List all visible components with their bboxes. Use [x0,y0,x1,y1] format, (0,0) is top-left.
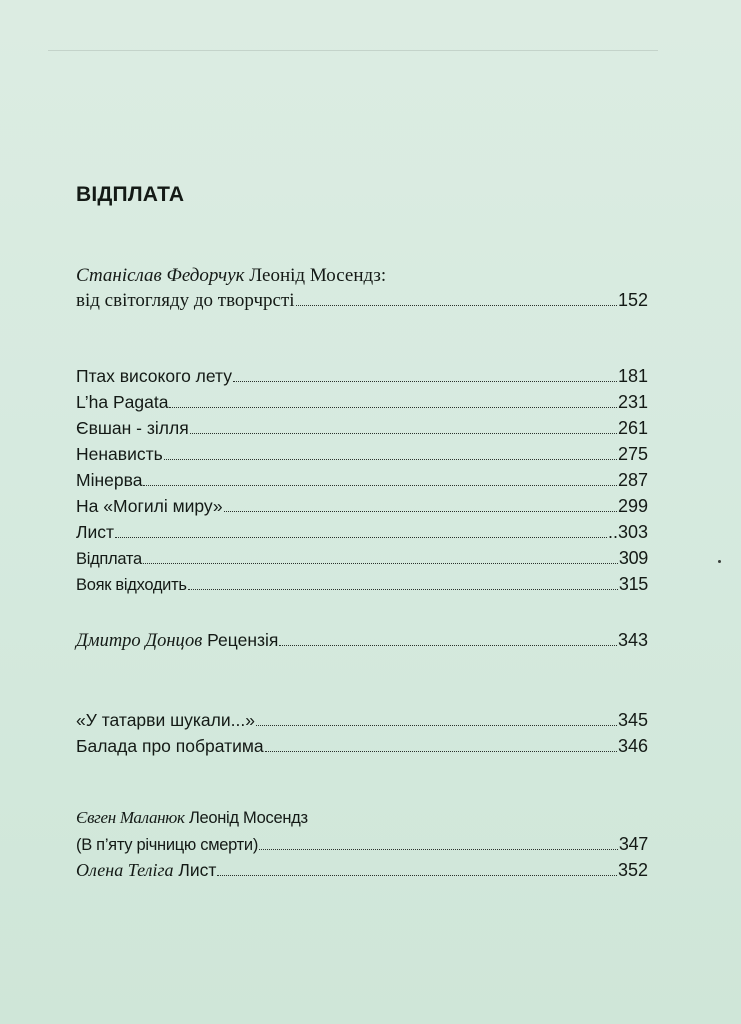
entry-title: Леонід Мосендз: [249,265,387,286]
dot-leader [164,459,617,460]
page-number: 347 [618,834,648,854]
entry-title: Балада про побратима [76,736,264,756]
toc-entry-fedorchuk [76,290,648,316]
page-number: 261 [617,418,648,438]
page-number: 309 [618,548,648,568]
page-number: ..303 [607,522,648,542]
entry-author: Олена Теліга [76,860,174,880]
entry-title: На «Могилі миру» [76,496,223,516]
entry-title: Мінерва [76,470,143,490]
entry-author: Євген Маланюк [76,808,185,827]
dot-leader [188,589,618,590]
page-number: 299 [617,496,648,516]
entry-title: Птах високого лету [76,366,232,386]
entry-title: Вояк відходить [76,576,187,594]
page-number: 287 [617,470,648,490]
page-number: 345 [617,710,648,730]
entry-title: Ненависть [76,444,163,464]
page-number: 152 [617,290,648,310]
dot-leader [143,485,617,486]
entry-title: Євшан - зілля [76,418,189,438]
toc-entry [76,366,648,392]
toc-entry [76,418,648,444]
toc-entry [76,444,648,470]
entry-title: Лист [76,522,115,542]
dot-leader [224,511,617,512]
entry-title: Відплата [76,550,142,568]
toc-entry [76,496,648,522]
entry-author: Станіслав Федорчук [76,265,245,286]
dot-leader [143,563,618,564]
entry-subtitle: (В п’яту річницю смерти) [76,836,259,854]
entry-author: Дмитро Донцов [76,631,203,651]
toc-entry-teliha [76,860,648,886]
toc-entry [76,548,648,574]
paper-speck [718,560,721,563]
page-number: 343 [617,630,648,650]
toc-entry [76,710,648,736]
section-heading: ВІДПЛАТА [76,183,185,206]
page-number: 352 [617,860,648,880]
entry-title: L’ha Pagata [76,392,169,412]
dot-leader [169,407,617,408]
entry-title: Рецензія [207,630,279,650]
dot-leader [259,849,618,850]
entry-title: Леонід Мосендз [188,809,308,827]
dot-leader [217,875,617,876]
page-number: 275 [617,444,648,464]
entry-title: Лист [178,860,217,880]
toc-entry [76,522,648,548]
toc-entry-fedorchuk-title [76,265,648,291]
dot-leader [265,751,617,752]
dot-leader [190,433,617,434]
entry-title: від світогляду до творчрсті [76,290,295,311]
dot-leader [233,381,617,382]
dot-leader [296,305,617,306]
page-number: 181 [617,366,648,386]
toc-entry-malaniuk [76,834,648,860]
toc-entry [76,392,648,418]
toc-entry-malaniuk-title [76,808,648,834]
bleed-through-rule [48,50,658,51]
dot-leader [279,645,617,646]
page-number: 231 [617,392,648,412]
toc-entry-dontsov [76,630,648,656]
dot-leader [256,725,617,726]
toc-entry [76,574,648,600]
page-number: 315 [618,574,648,594]
toc-entry [76,470,648,496]
entry-title: «У татарви шукали...» [76,710,255,730]
toc-entry [76,736,648,762]
dot-leader [115,537,607,538]
page-number: 346 [617,736,648,756]
